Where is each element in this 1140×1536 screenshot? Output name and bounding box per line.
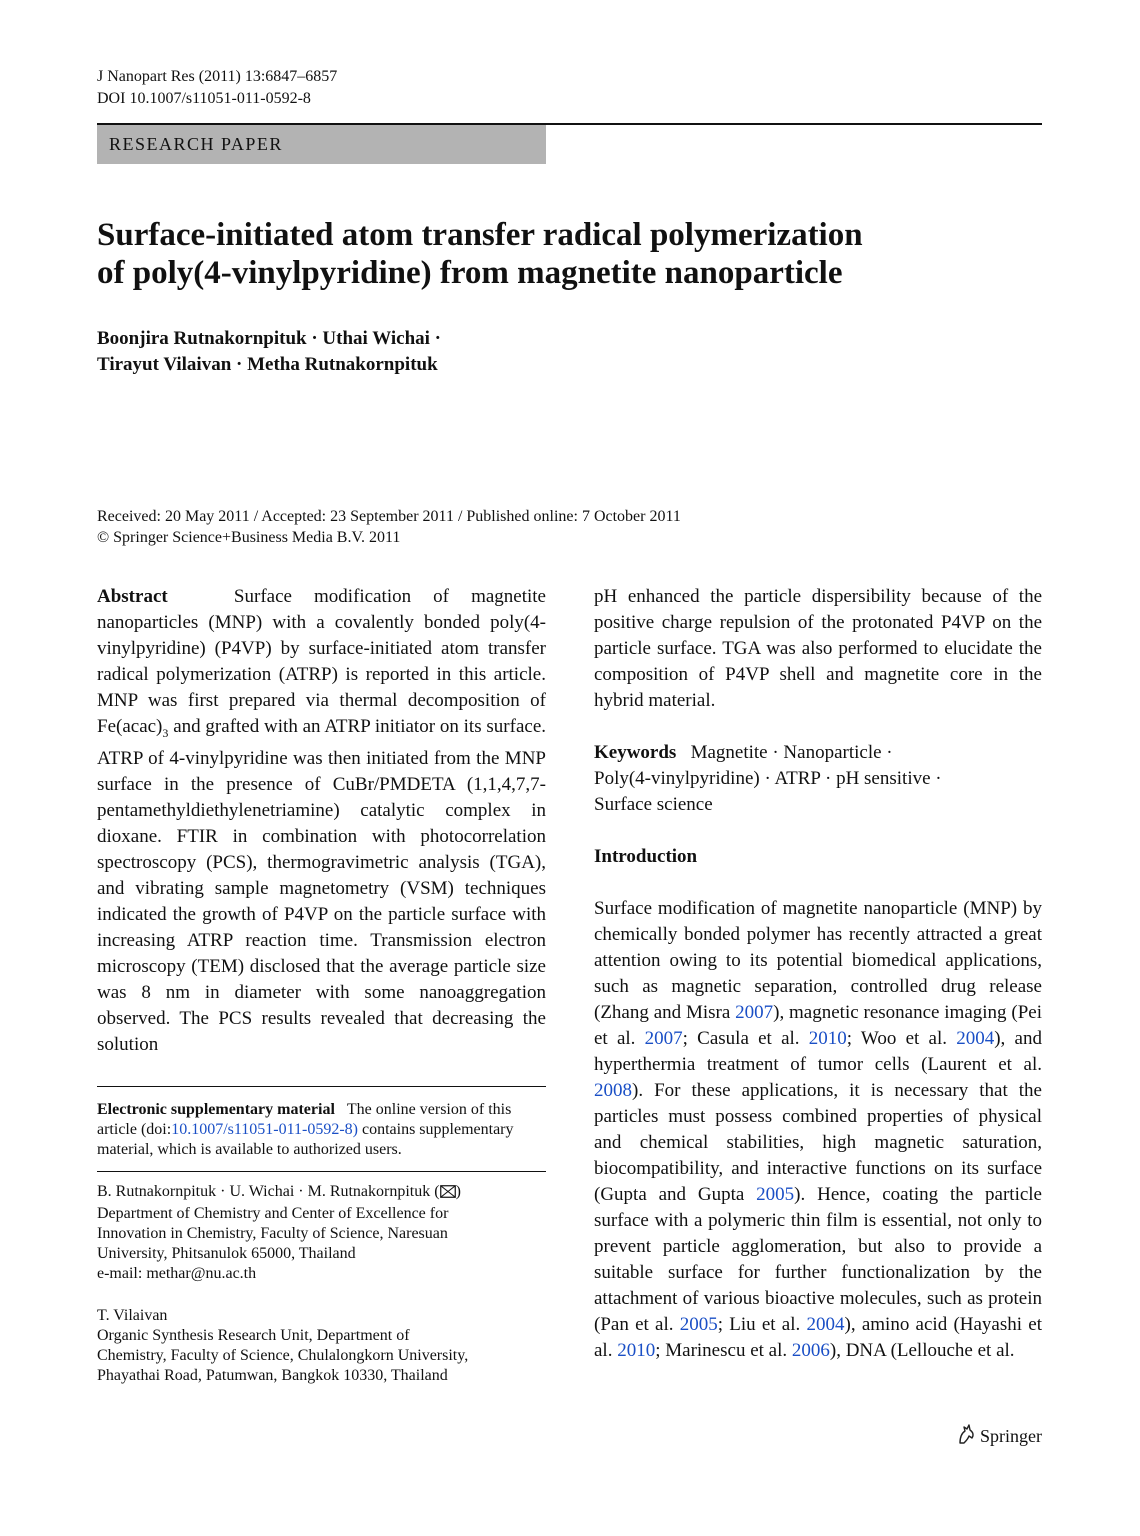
journal-volume: J Nanopart Res (2011) 13:6847–6857 bbox=[97, 68, 338, 85]
abstract-text-2: and grafted with an ATRP initiator on its surface. ATRP of 4-vinylpyridine was then initiated from the MNP surface in the presence of CuBr/PMDETA (1,1,4,7,7-pentamethyldiethylenetriamine) catalytic complex in dioxane. FTIR in combination with photocorrelation spectroscopy (PCS), thermogravimetric analysis (TGA), and vibrating sample magnetometry (VSM) techniques indicated the growth of P4VP on the particle surface with increasing ATRP reaction time. Transmission electron microscopy (TEM) disclosed that the average particle size was 8 nm in diameter with some nanoaggregation observed. The PCS results revealed that decreasing the solution bbox=[97, 716, 546, 1055]
section-heading-introduction: Introduction bbox=[594, 846, 698, 867]
citation-link[interactable]: 2010 bbox=[617, 1340, 656, 1361]
envelope-icon bbox=[440, 1184, 456, 1204]
affiliation-1-line-3: Innovation in Chemistry, Faculty of Science, Naresuan bbox=[97, 1225, 448, 1242]
affiliation-1-line-4: University, Phitsanulok 65000, Thailand bbox=[97, 1245, 356, 1262]
affiliation-2-line-4: Phayathai Road, Patumwan, Bangkok 10330, Thailand bbox=[97, 1367, 448, 1384]
affiliation-2-name: T. Vilaivan bbox=[97, 1307, 168, 1324]
affiliation-1-line-2: Department of Chemistry and Center of Excellence for bbox=[97, 1205, 449, 1222]
keywords-line-3: Surface science bbox=[594, 794, 713, 815]
esm-label: Electronic supplementary material bbox=[97, 1101, 335, 1118]
affiliation-2-line-3: Chemistry, Faculty of Science, Chulalongkorn University, bbox=[97, 1347, 469, 1364]
publication-history bbox=[97, 506, 681, 548]
springer-horse-icon bbox=[956, 1423, 976, 1450]
authors-line-1: Boonjira Rutnakornpituk · Uthai Wichai · bbox=[97, 328, 442, 349]
affiliation-2-line-2: Organic Synthesis Research Unit, Department of bbox=[97, 1327, 410, 1344]
esm-text-2: contains supplementary material, which is available to authorized users. bbox=[97, 1121, 514, 1158]
journal-citation bbox=[97, 66, 337, 110]
affiliation-1-names: B. Rutnakornpituk · U. Wichai · M. Rutnakornpituk ( ) bbox=[97, 1182, 546, 1204]
right-column bbox=[594, 584, 1042, 1364]
abstract-text-1: Surface modification of magnetite nanoparticles (MNP) with a covalently bonded poly(4-vinylpyridine) (P4VP) by surface-initiated atom transfer radical polymerization (ATRP) is reported in this article. MNP was first prepared via thermal decomposition of Fe(acac) bbox=[97, 586, 546, 737]
supplementary-note bbox=[97, 1100, 546, 1160]
keywords bbox=[594, 740, 1042, 818]
citation-link[interactable]: 2004 bbox=[956, 1028, 995, 1049]
citation-link[interactable]: 2008 bbox=[594, 1080, 632, 1101]
citation-link[interactable]: 2005 bbox=[679, 1314, 718, 1335]
affiliation-1 bbox=[97, 1182, 546, 1284]
keywords-line-1: Magnetite · Nanoparticle · bbox=[690, 742, 893, 763]
dates-line: Received: 20 May 2011 / Accepted: 23 September 2011 / Published online: 7 October 2011 bbox=[97, 508, 681, 525]
authors-line-2: Tirayut Vilaivan · Metha Rutnakornpituk bbox=[97, 354, 438, 375]
citation-link[interactable]: 2010 bbox=[808, 1028, 847, 1049]
article-doi: DOI 10.1007/s11051-011-0592-8 bbox=[97, 90, 311, 107]
introduction-paragraph: Surface modification of magnetite nanoparticle (MNP) by chemically bonded polymer has recently attracted a great attention owing to its potential biomedical applications, such as magnetic separation, controlled drug release (Zhang and Misra 2007), magnetic resonance imaging (Pei et al. 2007; Casula et al. 2010; Woo et al. 2004), and hyperthermia treatment of tumor cells (Laurent et al. 2008). For these applications, it is necessary that the particles must possess combined properties of physical and chemical stabilities, high magnetic saturation, biocompatibility, and interactive functions on its surface (Gupta and Gupta 2005). Hence, coating the particle surface with a polymeric thin film is essential, not only to prevent particle agglomeration, but also to provide a suitable surface for further functionalization by the attachment of various bioactive molecules, such as protein (Pan et al. 2005; Liu et al. 2004), amino acid (Hayashi et al. 2010; Marinescu et al. 2006), DNA (Lellouche et al. bbox=[594, 898, 1042, 1361]
footnote-rule bbox=[97, 1086, 546, 1087]
affiliation-2 bbox=[97, 1306, 546, 1386]
citation-link[interactable]: 2004 bbox=[806, 1314, 845, 1335]
title-line-1: Surface-initiated atom transfer radical polymerization bbox=[97, 217, 863, 253]
abstract-label: Abstract bbox=[97, 586, 168, 607]
citation-link[interactable]: 2006 bbox=[791, 1340, 830, 1361]
citation-link[interactable]: 2005 bbox=[756, 1184, 795, 1205]
article-type-banner: RESEARCH PAPER bbox=[97, 125, 546, 164]
title-line-2: of poly(4-vinylpyridine) from magnetite nanoparticle bbox=[97, 255, 843, 291]
keywords-label: Keywords bbox=[594, 742, 677, 763]
abstract-subscript: 3 bbox=[162, 725, 169, 740]
abstract-continued: pH enhanced the particle dispersibility because of the positive charge repulsion of the protonated P4VP on the particle surface. TGA was also performed to elucidate the composition of P4VP shell and magnetite core in the hybrid material. bbox=[594, 586, 1042, 711]
affiliation-rule bbox=[97, 1171, 546, 1172]
esm-doi-link[interactable]: 10.1007/s11051-011-0592-8) bbox=[171, 1121, 358, 1138]
corresponding-email[interactable]: e-mail: methar@nu.ac.th bbox=[97, 1265, 257, 1282]
citation-link[interactable]: 2007 bbox=[644, 1028, 683, 1049]
publisher-mark bbox=[956, 1423, 1042, 1450]
copyright-line: © Springer Science+Business Media B.V. 2011 bbox=[97, 529, 401, 546]
publisher-name: Springer bbox=[980, 1426, 1042, 1446]
article-title bbox=[97, 216, 997, 292]
citation-link[interactable]: 2007 bbox=[735, 1002, 774, 1023]
author-list bbox=[97, 326, 797, 378]
esm-text-1: The online version of this article (doi: bbox=[97, 1101, 512, 1138]
left-column bbox=[97, 584, 546, 1058]
abstract bbox=[97, 584, 546, 1058]
keywords-line-2: Poly(4-vinylpyridine) · ATRP · pH sensitive · bbox=[594, 768, 942, 789]
